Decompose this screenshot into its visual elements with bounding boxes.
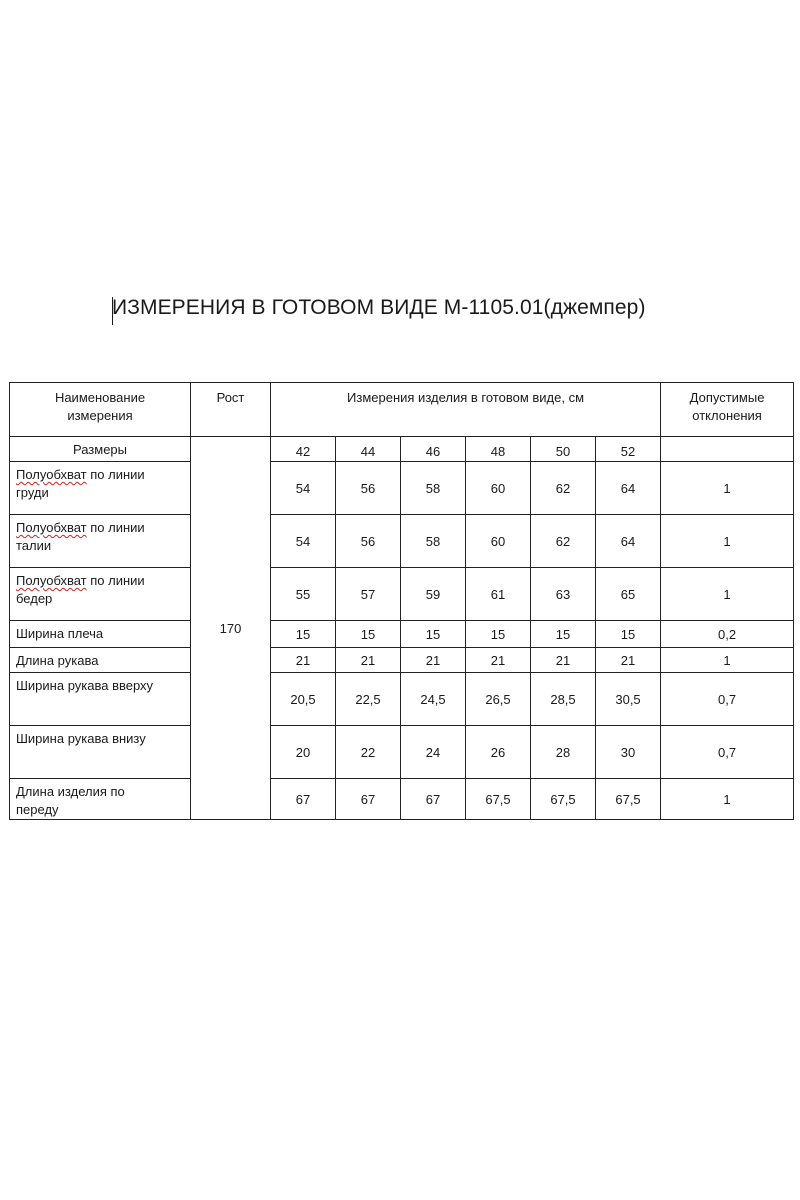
tolerance-cell: 1 <box>661 779 794 820</box>
row-label-first: Полуобхват <box>16 467 87 482</box>
measurements-table <box>9 382 794 820</box>
value-cell: 60 <box>466 462 531 515</box>
size-cell: 42 <box>271 437 336 462</box>
row-label-line2: бедер <box>16 591 53 606</box>
value-cell: 15 <box>401 621 466 648</box>
row-label-cell <box>10 515 191 568</box>
table-row <box>10 462 794 515</box>
tolerance-cell: 0,2 <box>661 621 794 648</box>
header-tolerance-line2: отклонения <box>692 408 762 423</box>
value-cell: 62 <box>531 462 596 515</box>
value-cell: 30 <box>596 726 661 779</box>
value-cell: 21 <box>466 648 531 673</box>
value-cell: 21 <box>271 648 336 673</box>
value-cell: 56 <box>336 462 401 515</box>
value-cell: 64 <box>596 462 661 515</box>
row-label-line2: груди <box>16 485 49 500</box>
value-cell: 21 <box>596 648 661 673</box>
table-row <box>10 673 794 726</box>
table-row <box>10 568 794 621</box>
value-cell: 57 <box>336 568 401 621</box>
tolerance-cell: 1 <box>661 462 794 515</box>
value-cell: 22,5 <box>336 673 401 726</box>
size-cell: 50 <box>531 437 596 462</box>
value-cell: 20,5 <box>271 673 336 726</box>
row-label-rest: по линии <box>86 467 145 482</box>
value-cell: 64 <box>596 515 661 568</box>
row-label-first: Длина изделия по <box>16 784 125 799</box>
row-label-first: Полуобхват <box>16 520 87 535</box>
row-label-rest: по линии <box>86 573 145 588</box>
table-row <box>10 621 794 648</box>
value-cell: 55 <box>271 568 336 621</box>
value-cell: 21 <box>531 648 596 673</box>
value-cell: 67 <box>336 779 401 820</box>
value-cell: 20 <box>271 726 336 779</box>
tolerance-cell: 1 <box>661 568 794 621</box>
size-cell: 52 <box>596 437 661 462</box>
size-cell: 46 <box>401 437 466 462</box>
header-measurements-cell: Измерения изделия в готовом виде, см <box>271 383 661 437</box>
row-label-line2: талии <box>16 538 52 553</box>
value-cell: 67 <box>401 779 466 820</box>
page-title: ИЗМЕРЕНИЯ В ГОТОВОМ ВИДЕ М-1105.01(джемпер) <box>112 296 646 319</box>
value-cell: 54 <box>271 515 336 568</box>
value-cell: 28 <box>531 726 596 779</box>
table-row <box>10 515 794 568</box>
value-cell: 67,5 <box>531 779 596 820</box>
row-label-cell: Ширина рукава вверху <box>10 673 191 726</box>
value-cell: 58 <box>401 515 466 568</box>
header-name-cell <box>10 383 191 437</box>
value-cell: 15 <box>596 621 661 648</box>
value-cell: 26,5 <box>466 673 531 726</box>
value-cell: 15 <box>271 621 336 648</box>
table-row <box>10 779 794 820</box>
value-cell: 15 <box>336 621 401 648</box>
value-cell: 26 <box>466 726 531 779</box>
value-cell: 28,5 <box>531 673 596 726</box>
table-row <box>10 648 794 673</box>
value-cell: 24 <box>401 726 466 779</box>
header-tolerance-cell <box>661 383 794 437</box>
size-cell: 48 <box>466 437 531 462</box>
value-cell: 59 <box>401 568 466 621</box>
value-cell: 65 <box>596 568 661 621</box>
value-cell: 15 <box>531 621 596 648</box>
row-label-cell <box>10 462 191 515</box>
value-cell: 21 <box>336 648 401 673</box>
header-tolerance-line1: Допустимые <box>689 390 765 405</box>
value-cell: 58 <box>401 462 466 515</box>
row-label-line2: переду <box>16 802 59 817</box>
table-header-row <box>10 383 794 437</box>
header-name-line2: измерения <box>67 408 133 423</box>
row-label-cell: Длина рукава <box>10 648 191 673</box>
height-value-cell: 170 <box>191 437 271 820</box>
value-cell: 63 <box>531 568 596 621</box>
size-tolerance-empty-cell <box>661 437 794 462</box>
value-cell: 30,5 <box>596 673 661 726</box>
value-cell: 54 <box>271 462 336 515</box>
tolerance-cell: 1 <box>661 515 794 568</box>
sizes-label-cell: Размеры <box>10 437 191 462</box>
value-cell: 22 <box>336 726 401 779</box>
value-cell: 61 <box>466 568 531 621</box>
size-cell: 44 <box>336 437 401 462</box>
row-label-cell: Ширина плеча <box>10 621 191 648</box>
value-cell: 15 <box>466 621 531 648</box>
row-label-rest: по линии <box>86 520 145 535</box>
row-label-cell <box>10 779 191 820</box>
header-height-cell: Рост <box>191 383 271 437</box>
value-cell: 67,5 <box>596 779 661 820</box>
tolerance-cell: 0,7 <box>661 726 794 779</box>
value-cell: 67 <box>271 779 336 820</box>
row-label-cell <box>10 568 191 621</box>
row-label-cell: Ширина рукава внизу <box>10 726 191 779</box>
value-cell: 62 <box>531 515 596 568</box>
value-cell: 60 <box>466 515 531 568</box>
sizes-row <box>10 437 794 462</box>
tolerance-cell: 1 <box>661 648 794 673</box>
tolerance-cell: 0,7 <box>661 673 794 726</box>
value-cell: 24,5 <box>401 673 466 726</box>
value-cell: 67,5 <box>466 779 531 820</box>
table-row <box>10 726 794 779</box>
value-cell: 56 <box>336 515 401 568</box>
value-cell: 21 <box>401 648 466 673</box>
header-name-line1: Наименование <box>54 390 146 405</box>
row-label-first: Полуобхват <box>16 573 87 588</box>
